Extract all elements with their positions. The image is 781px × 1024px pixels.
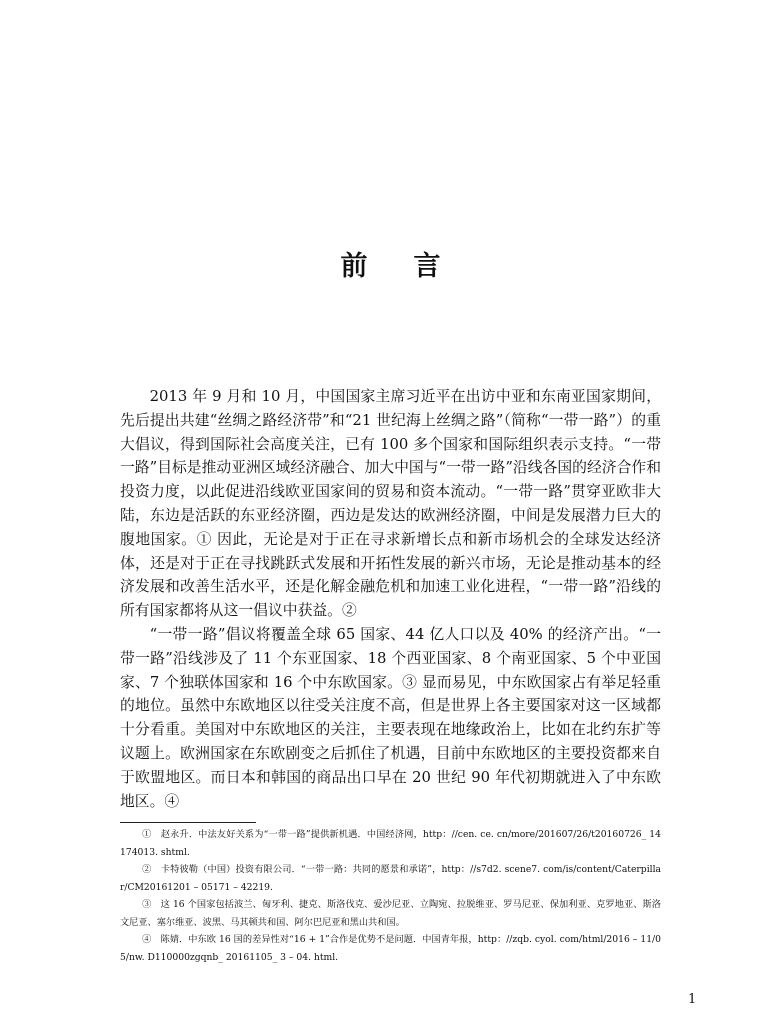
footnote-2: ② 卡特彼勒（中国）投资有限公司．“一带一路：共同的愿景和承诺”，http：//s7d2. scene7. com/is/content/Caterpillar/CM20161201 – 05171 – 42219. (120, 864, 661, 893)
footnote-3: ③ 这 16 个国家包括波兰、匈牙利、捷克、斯洛伐克、爱沙尼亚、立陶宛、拉脱维亚、罗马尼亚、保加利亚、克罗地亚、斯洛文尼亚、塞尔维亚、波黑、马其顿共和国、阿尔巴尼亚和黑山共和国。 (120, 899, 661, 928)
paragraph-2: “一带一路”倡议将覆盖全球 65 国家、44 亿人口以及 40% 的经济产出。“一带一路”沿线涉及了 11 个东亚国家、18 个西亚国家、8 个南亚国家、5 个中亚国家、7 个独联体国家和 16 个中东欧国家。③ 显而易见，中东欧国家占有举足轻重的地位。虽然中东欧地区以往受关注度不高，但是世界上各主要国家对这一区域都十分看重。美国对中东欧地区的关注，主要表现在地缘政治上，比如在北约东扩等议题上。欧洲国家在东欧剧变之后抓住了机遇，目前中东欧地区的主要投资都来自于欧盟地区。而日本和韩国的商品出口早在 20 世纪 90 年代初期就进入了中东欧地区。④ (120, 625, 661, 810)
page-number: 1 (688, 992, 697, 1007)
title-char-2: 言 (413, 251, 441, 282)
page-title (0, 244, 781, 283)
footnote-divider (120, 822, 256, 823)
paragraph-1: 2013 年 9 月和 10 月，中国国家主席习近平在出访中亚和东南亚国家期间，先后提出共建“丝绸之路经济带”和“21 世纪海上丝绸之路”（简称“一带一路”）的重大倡议，得到国际社会高度关注，已有 100 多个国家和国际组织表示支持。“一带一路”目标是推动亚洲区域经济融合、加大中国与“一带一路”沿线各国的经济合作和投资力度，以此促进沿线欧亚国家间的贸易和资本流动。“一带一路”贯穿亚欧非大陆，东边是活跃的东亚经济圈，西边是发达的欧洲经济圈，中间是发展潜力巨大的腹地国家。① 因此，无论是对于正在寻求新增长点和新市场机会的全球发达经济体，还是对于正在寻找跳跃式发展和开拓性发展的新兴市场，无论是推动基本的经济发展和改善生活水平，还是化解金融危机和加速工业化进程，“一带一路”沿线的所有国家都将从这一倡议中获益。② (120, 388, 661, 620)
title-char-1: 前 (340, 251, 368, 282)
footnote-1: ① 赵永升．中法友好关系为“一带一路”提供新机遇．中国经济网，http：//cen. ce. cn/more/201607/26/t20160726_ 14174013. shtml. (120, 829, 661, 858)
body-text (120, 385, 661, 813)
footnotes (120, 826, 661, 966)
footnote-4: ④ 陈婧．中东欧 16 国的差异性对“16 + 1”合作是优势不是问题．中国青年报，http：//zqb. cyol. com/html/2016 – 11/05/nw. D110000zgqnb_ 20161105_ 3 – 04. html. (120, 934, 661, 963)
